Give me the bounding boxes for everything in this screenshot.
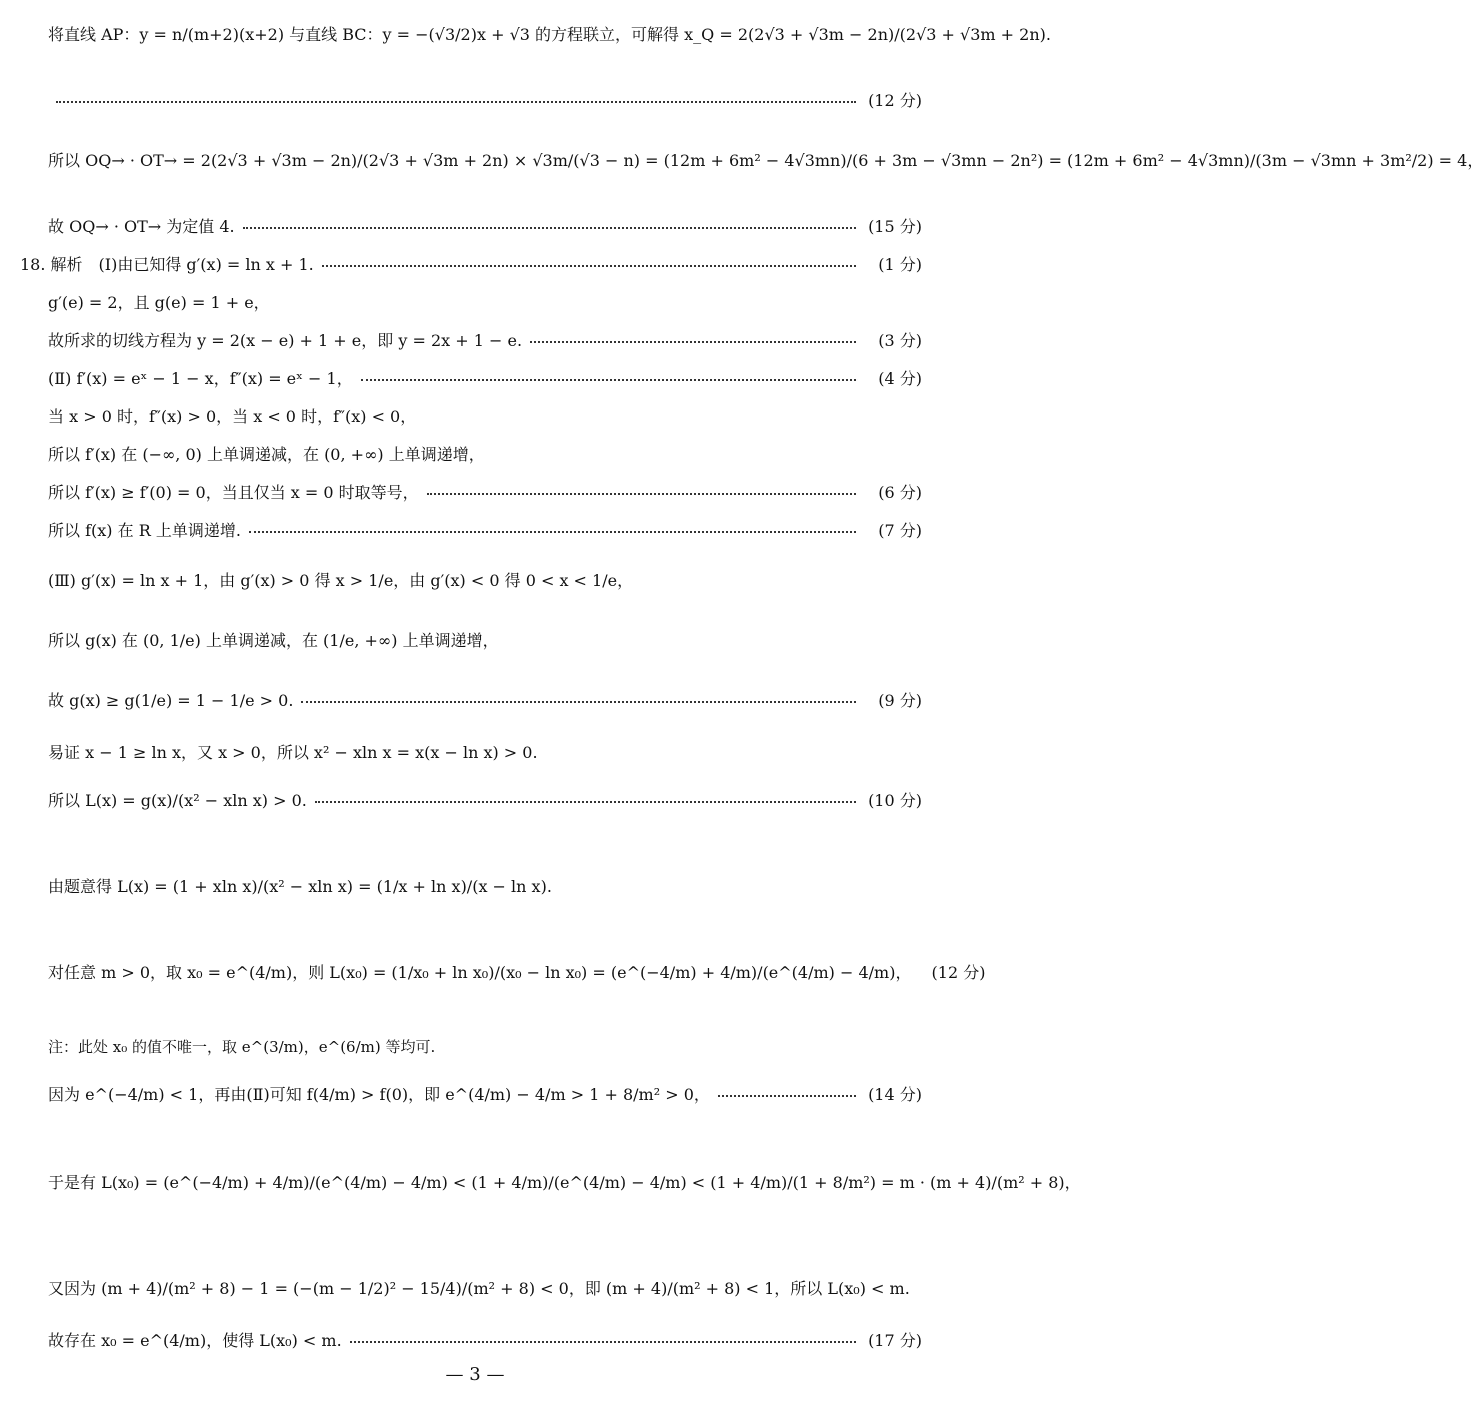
line-22: [48, 1170, 1081, 1193]
leader-dots: [361, 379, 856, 381]
leader-dots: [315, 801, 856, 803]
line-text: 所以 OQ→ · OT→ = 2(2√3 + √3m − 2n)/(2√3 + √3m + 2n) × √3m/(√3 − n) = (12m + 6m² − 4√3mn)/(6 + 3m − √3mn − 2n²) = (12m + 6m² − 4√3mn)/(3m − √3mn + 3m²/2) = 4，: [48, 151, 1483, 170]
leader-dots: [301, 701, 856, 703]
line-12: [48, 518, 922, 541]
line-text: 将直线 AP：y = n/(m+2)(x+2) 与直线 BC：y = −(√3/2)x + √3 的方程联立，可解得 x_Q = 2(2√3 + √3m − 2n)/(2√3 + √3m + 2n).: [48, 25, 1051, 44]
line-8: [48, 366, 922, 389]
line-text: 所以 f′(x) 在 (−∞, 0) 上单调递减，在 (0, +∞) 上单调递增，: [48, 445, 485, 464]
line-7: [48, 328, 922, 351]
leader-dots: [322, 265, 856, 267]
line-text: 由题意得 L(x) = (1 + xln x)/(x² − xln x) = (1/x + ln x)/(x − ln x).: [48, 877, 552, 896]
score-label: (6 分): [878, 483, 922, 502]
score-label: (4 分): [878, 369, 922, 388]
line-20-note: [48, 1036, 922, 1057]
leader-dots: [530, 341, 856, 343]
line-16: [48, 740, 922, 763]
line-18: [48, 874, 922, 897]
leader-dots: [427, 493, 856, 495]
score-label: (9 分): [878, 691, 922, 710]
line-text: 于是有 L(x₀) = (e^(−4/m) + 4/m)/(e^(4/m) − 4/m) < (1 + 4/m)/(e^(4/m) − 4/m) < (1 + 4/m)/(1 + 8/m²) = m · (m + 4)/(m² + 8)，: [48, 1173, 1081, 1192]
score-label: (12 分): [931, 963, 986, 982]
line-text: 故存在 x₀ = e^(4/m)，使得 L(x₀) < m.: [48, 1331, 342, 1350]
line-text: 所以 f′(x) ≥ f′(0) = 0，当且仅当 x = 0 时取等号，: [48, 483, 419, 502]
leader-dots: [243, 227, 856, 229]
line-19: [48, 960, 986, 983]
score-label: (14 分): [868, 1085, 922, 1104]
line-text: 故所求的切线方程为 y = 2(x − e) + 1 + e，即 y = 2x + 1 − e.: [48, 331, 523, 350]
line-text: 易证 x − 1 ≥ ln x，又 x > 0，所以 x² − xln x = x(x − ln x) > 0.: [48, 743, 538, 762]
line-text: 注：此处 x₀ 的值不唯一，取 e^(3/m)，e^(6/m) 等均可.: [48, 1038, 436, 1056]
line-text: 当 x > 0 时，f″(x) > 0，当 x < 0 时，f″(x) < 0，: [48, 407, 417, 426]
line-text: (Ⅱ) f′(x) = eˣ − 1 − x，f″(x) = eˣ − 1，: [48, 369, 353, 388]
leader-dots: [350, 1341, 856, 1343]
score-label: (1 分): [878, 255, 922, 274]
line-3: [48, 148, 1483, 171]
leader-dots: [56, 101, 856, 103]
line-text: 所以 f(x) 在 R 上单调递增.: [48, 521, 241, 540]
line-text: 故 g(x) ≥ g(1/e) = 1 − 1/e > 0.: [48, 691, 294, 710]
line-11: [48, 480, 922, 503]
line-5: [20, 252, 922, 275]
line-15: [48, 688, 922, 711]
leader-dots: [249, 531, 856, 533]
line-text: 故 OQ→ · OT→ 为定值 4.: [48, 217, 235, 236]
line-text: g′(e) = 2，且 g(e) = 1 + e，: [48, 293, 270, 312]
line-text: 因为 e^(−4/m) < 1，再由(Ⅱ)可知 f(4/m) > f(0)，即 e^(4/m) − 4/m > 1 + 8/m² > 0，: [48, 1085, 710, 1104]
line-text: 又因为 (m + 4)/(m² + 8) − 1 = (−(m − 1/2)² − 15/4)/(m² + 8) < 0，即 (m + 4)/(m² + 8) < 1，所以 L(x₀) < m.: [48, 1279, 910, 1298]
score-label: (12 分): [868, 91, 922, 110]
line-13: [48, 568, 922, 591]
line-24: [48, 1328, 922, 1351]
score-label: (10 分): [868, 791, 922, 810]
line-10: [48, 442, 922, 465]
line-6: [48, 290, 922, 313]
line-text: 所以 L(x) = g(x)/(x² − xln x) > 0.: [48, 791, 307, 810]
line-14: [48, 628, 922, 651]
line-text: 18. 解析 (Ⅰ)由已知得 g′(x) = ln x + 1.: [20, 255, 314, 274]
line-text: 所以 g(x) 在 (0, 1/e) 上单调递减，在 (1/e, +∞) 上单调递增，: [48, 631, 499, 650]
line-9: [48, 404, 922, 427]
page-number: — 3 —: [445, 1364, 505, 1385]
line-2: [48, 88, 922, 111]
line-1: [48, 22, 1051, 45]
line-23: [48, 1276, 922, 1299]
line-4: [48, 214, 922, 237]
line-21: [48, 1082, 922, 1105]
score-label: (7 分): [878, 521, 922, 540]
leader-dots: [718, 1095, 856, 1097]
score-label: (17 分): [868, 1331, 922, 1350]
score-label: (3 分): [878, 331, 922, 350]
line-text: 对任意 m > 0，取 x₀ = e^(4/m)，则 L(x₀) = (1/x₀ + ln x₀)/(x₀ − ln x₀) = (e^(−4/m) + 4/m)/(e^(4/m) − 4/m)，: [48, 963, 912, 982]
score-label: (15 分): [868, 217, 922, 236]
line-text: (Ⅲ) g′(x) = ln x + 1，由 g′(x) > 0 得 x > 1/e，由 g′(x) < 0 得 0 < x < 1/e，: [48, 571, 634, 590]
line-17: [48, 788, 922, 811]
